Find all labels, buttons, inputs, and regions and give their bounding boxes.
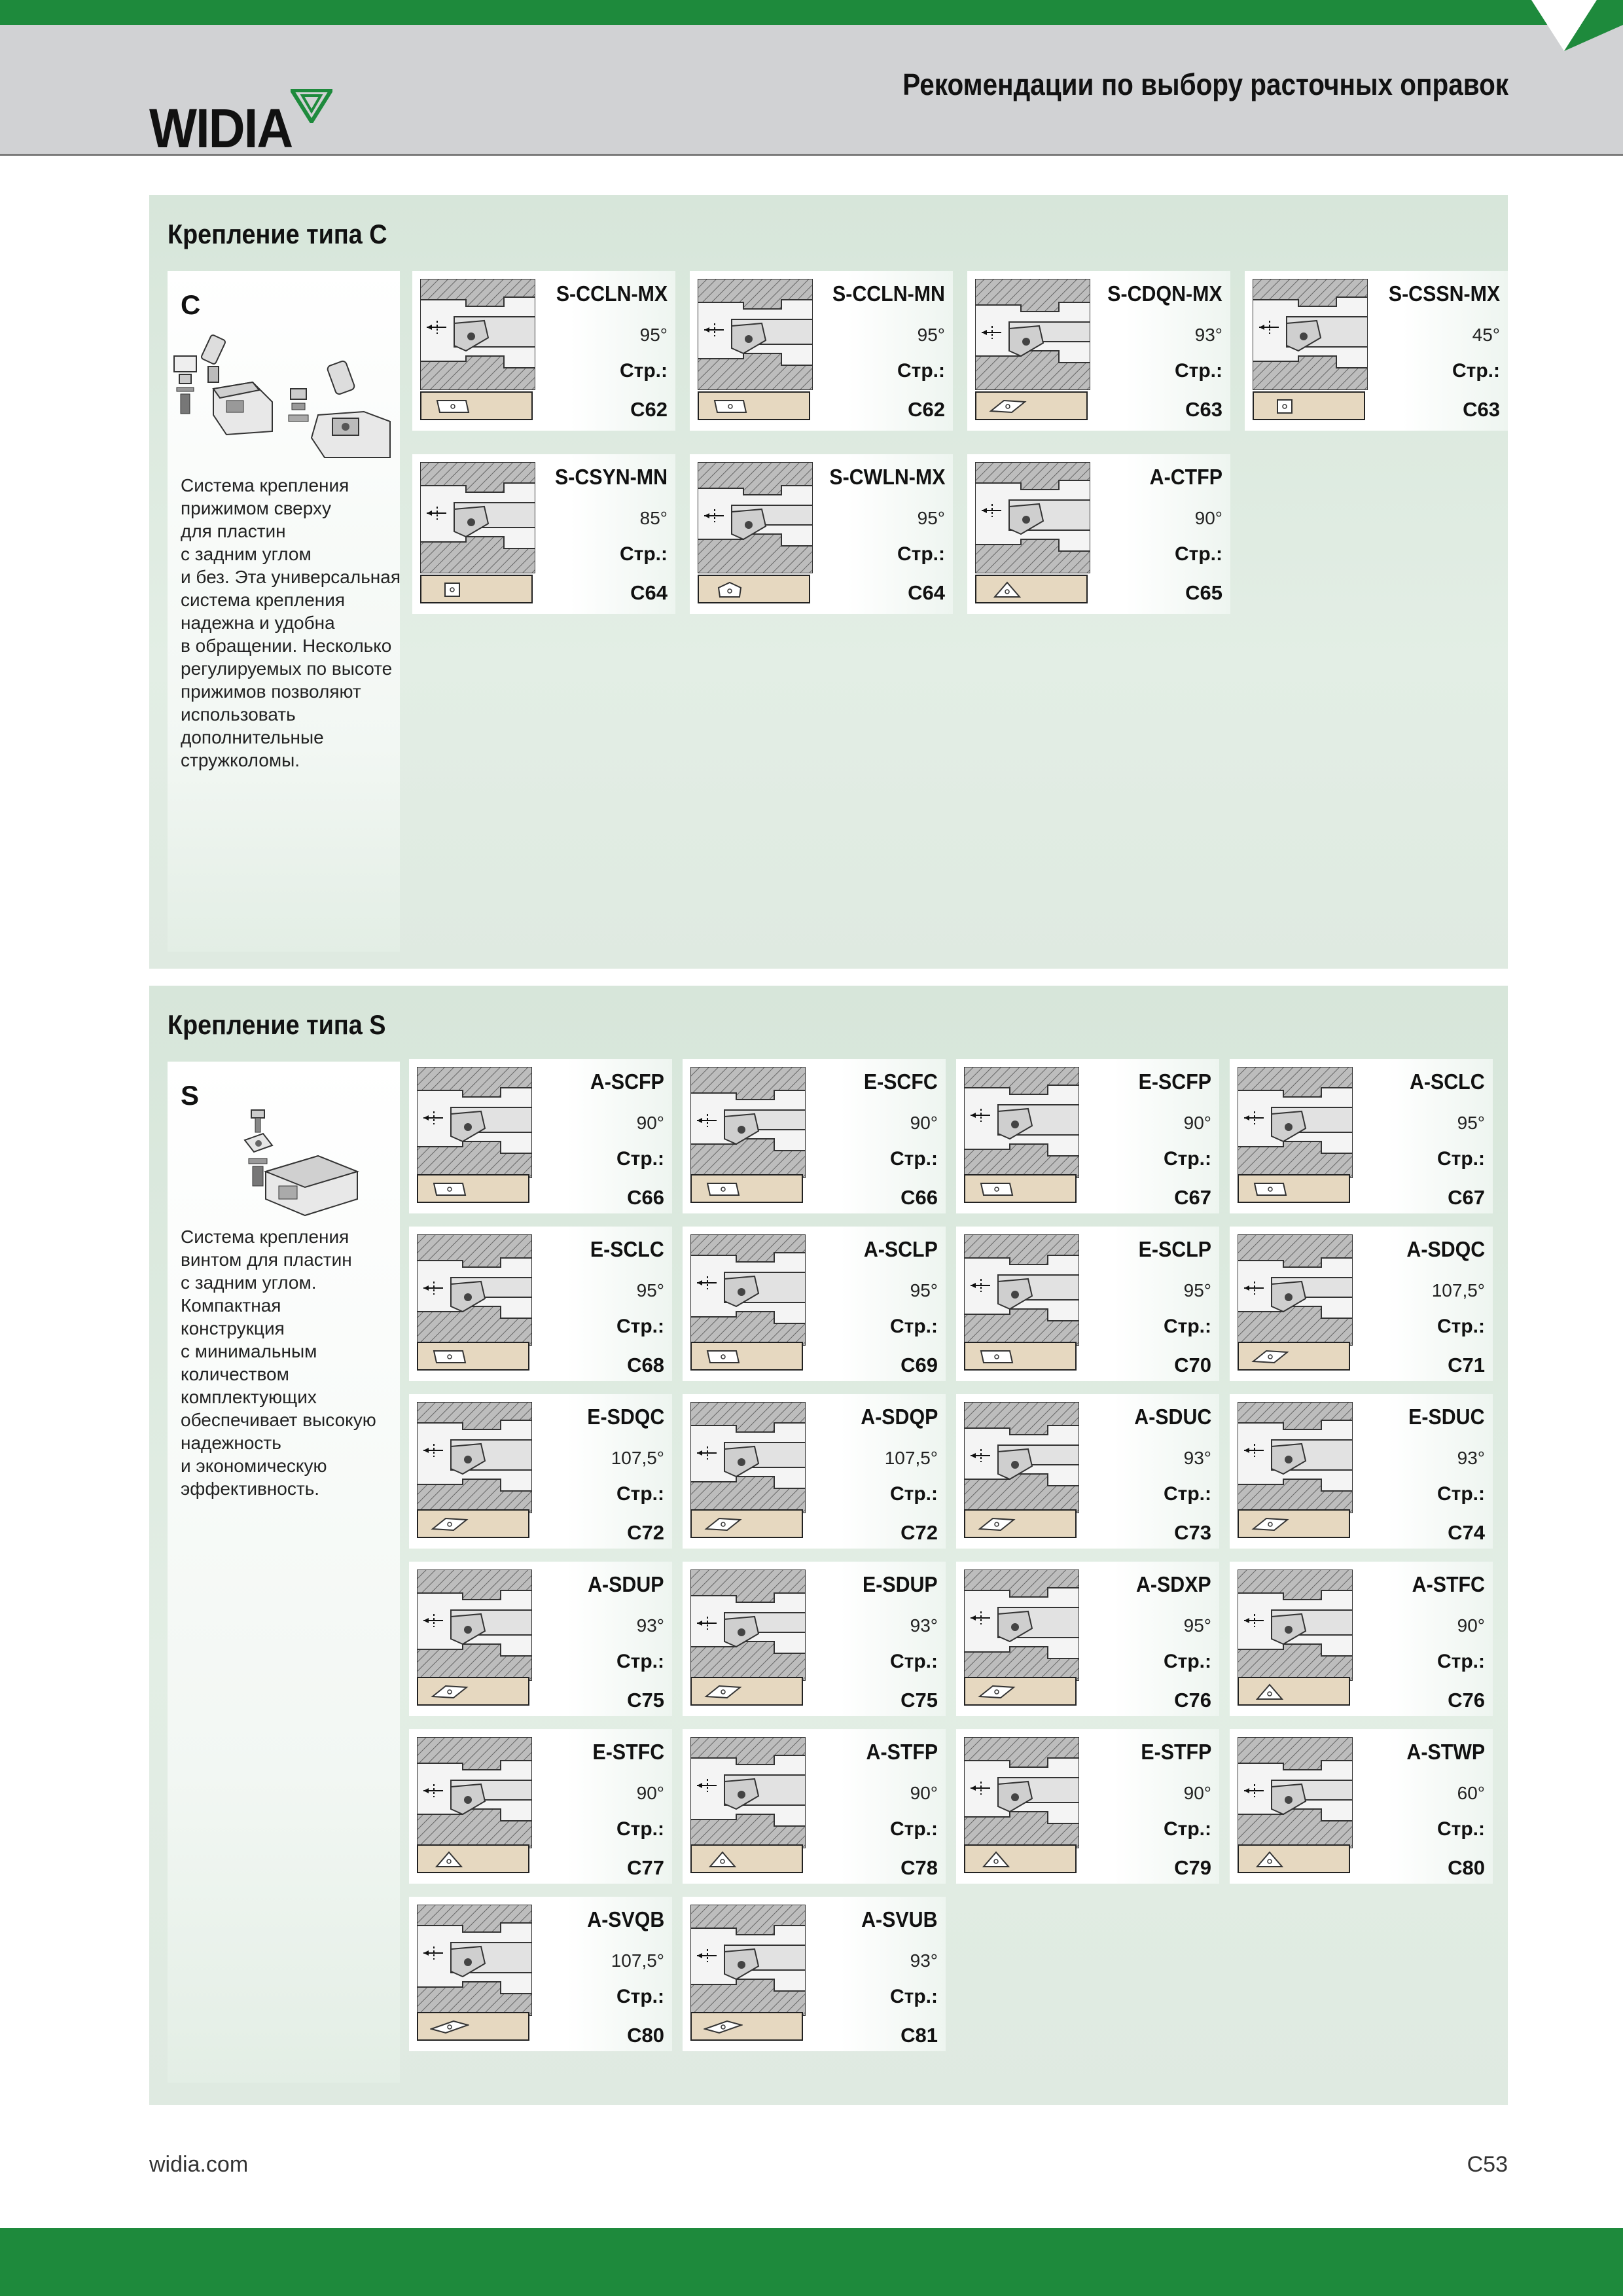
tool-card-a-sdup[interactable] [409, 1562, 672, 1716]
insert-shape-box [1238, 1509, 1350, 1538]
widia-logo-icon [291, 89, 332, 123]
tool-card-e-sclp[interactable] [956, 1227, 1219, 1381]
boring-bar-drawing [964, 1067, 1079, 1181]
tool-card-a-stfc[interactable] [1230, 1562, 1493, 1716]
page-reference-link[interactable]: C67 [1174, 1186, 1211, 1209]
page-label: Стр.: [1163, 1651, 1211, 1672]
description-panel [168, 271, 400, 952]
approach-angle: 90° [1194, 508, 1222, 528]
insert-shape-box [690, 1342, 803, 1371]
insert-rhombus-55-icon [1251, 1516, 1290, 1533]
tool-code: A-SCFP [590, 1069, 664, 1094]
insert-shape-box [698, 575, 810, 603]
tool-code: A-SCLC [1410, 1069, 1485, 1094]
page-label: Стр.: [1163, 1148, 1211, 1170]
page-label: Стр.: [1174, 543, 1222, 565]
insert-shape-box [417, 1509, 529, 1538]
approach-angle: 95° [1183, 1615, 1211, 1636]
boring-bar-drawing [975, 462, 1090, 577]
page-label: Стр.: [1163, 1818, 1211, 1840]
page-label: Стр.: [889, 1148, 938, 1170]
tool-card-a-sduc[interactable] [956, 1394, 1219, 1549]
insert-shape-box [1238, 1677, 1350, 1706]
tool-card-a-sclp[interactable] [683, 1227, 946, 1381]
boring-bar-drawing [1238, 1402, 1353, 1516]
tool-card-a-sdxp[interactable] [956, 1562, 1219, 1716]
approach-angle: 93° [636, 1615, 664, 1636]
page-number: C53 [1467, 2152, 1508, 2177]
page-reference-link[interactable]: C74 [1448, 1521, 1485, 1544]
tool-code: S-CSYN-MN [554, 465, 668, 489]
tool-card-s-ccln-mn[interactable] [690, 271, 953, 431]
boring-bar-drawing [1253, 279, 1368, 393]
page-label: Стр.: [897, 360, 945, 382]
page-label: Стр.: [616, 1483, 664, 1505]
insert-rhombus-80-icon [433, 398, 473, 415]
insert-rhombus-80-icon [977, 1348, 1016, 1365]
insert-shape-box [1238, 1844, 1350, 1873]
insert-shape-box [690, 1174, 803, 1203]
boring-bar-drawing [690, 1737, 806, 1852]
tool-code: A-SDUP [588, 1572, 664, 1596]
page-reference-link[interactable]: C69 [901, 1354, 938, 1376]
insert-rhombus-55-icon [430, 1683, 469, 1700]
insert-shape-box [1253, 391, 1365, 420]
page-header [0, 25, 1623, 159]
page-label: Стр.: [619, 360, 668, 382]
page-reference-link[interactable]: C66 [627, 1186, 664, 1209]
widia-logo [149, 89, 346, 161]
tool-code: A-SDQP [860, 1405, 938, 1429]
top-green-bar [0, 0, 1623, 25]
approach-angle: 90° [1183, 1783, 1211, 1803]
tool-code: A-SVQB [586, 1907, 664, 1931]
page-reference-link[interactable]: C79 [1174, 1856, 1211, 1879]
boring-bar-drawing [417, 1067, 532, 1181]
insert-shape-box [964, 1174, 1077, 1203]
page-reference-link[interactable]: C68 [627, 1354, 664, 1376]
page-label: Стр.: [616, 1148, 664, 1170]
tool-code: E-STFP [1141, 1740, 1211, 1764]
insert-triangle-icon [977, 1851, 1016, 1868]
clamp-letter: S [181, 1080, 200, 1111]
brand-name: WIDIA [149, 98, 293, 159]
tool-code: E-SCFC [863, 1069, 938, 1094]
approach-angle: 60° [1457, 1783, 1485, 1803]
insert-rhombus-80-icon [430, 1348, 469, 1365]
approach-angle: 95° [639, 325, 668, 345]
tool-card-e-sdup[interactable] [683, 1562, 946, 1716]
page-reference-link[interactable]: C73 [1174, 1521, 1211, 1544]
insert-rhombus-35-icon [430, 2018, 469, 2036]
boring-bar-drawing [420, 279, 535, 393]
approach-angle: 90° [910, 1113, 938, 1133]
page-reference-link[interactable]: C81 [901, 2024, 938, 2047]
section-title: Крепление типа C [168, 219, 387, 249]
approach-angle: 95° [917, 508, 945, 528]
tool-card-a-sclc[interactable] [1230, 1059, 1493, 1213]
tool-code: E-SCLC [590, 1237, 664, 1261]
insert-shape-box [698, 391, 810, 420]
tool-code: A-SDQC [1406, 1237, 1485, 1261]
corner-triangle-icon [1512, 0, 1623, 59]
page-title: Рекомендации по выбору расточных оправок [902, 67, 1508, 101]
insert-triangle-icon [704, 1851, 743, 1868]
insert-shape-box [1238, 1342, 1350, 1371]
boring-bar-drawing [690, 1905, 806, 2019]
approach-angle: 90° [636, 1113, 664, 1133]
insert-shape-box [420, 575, 533, 603]
tool-card-a-sdqc[interactable] [1230, 1227, 1493, 1381]
page-reference-link[interactable]: C76 [1174, 1689, 1211, 1712]
tool-code: A-CTFP [1149, 465, 1222, 489]
page-reference-link[interactable]: C62 [630, 398, 668, 421]
approach-angle: 93° [910, 1950, 938, 1971]
insert-square-icon [433, 581, 473, 598]
tool-code: A-SVUB [861, 1907, 938, 1931]
tool-code: S-CWLN-MX [829, 465, 945, 489]
tool-code: A-STFP [866, 1740, 938, 1764]
insert-trigon-icon [711, 581, 750, 598]
boring-bar-drawing [1238, 1234, 1353, 1349]
boring-bar-drawing [690, 1067, 806, 1181]
approach-angle: 90° [1457, 1615, 1485, 1636]
approach-angle: 93° [1457, 1448, 1485, 1468]
approach-angle: 95° [910, 1280, 938, 1300]
boring-bar-drawing [964, 1402, 1079, 1516]
insert-rhombus-80-icon [430, 1181, 469, 1198]
tool-code: A-STWP [1406, 1740, 1485, 1764]
tool-code: S-CCLN-MN [832, 281, 945, 306]
description-text: Система крепления прижимом сверху для пластин с задним углом и без. Эта универсальная система крепления надежна и удобна в обращении. Несколько регулируемых по высоте прижимов позволяют использовать дополнительные стружколомы. [181, 475, 401, 770]
tool-card-a-svub[interactable] [683, 1897, 946, 2051]
insert-shape-box [975, 391, 1088, 420]
tool-card-a-ctfp[interactable] [967, 454, 1230, 614]
tool-code: S-CSSN-MX [1388, 281, 1500, 306]
page-reference-link[interactable]: C78 [901, 1856, 938, 1879]
insert-rhombus-80-icon [704, 1348, 743, 1365]
approach-angle: 107,5° [611, 1448, 664, 1468]
tool-code: E-SDUP [863, 1572, 938, 1596]
insert-triangle-icon [1251, 1851, 1290, 1868]
clamp-s-illustration [168, 1107, 400, 1219]
tool-code: E-SDQC [586, 1405, 664, 1429]
tool-card-e-sdqc[interactable] [409, 1394, 672, 1549]
insert-rhombus-55-icon [1251, 1348, 1290, 1365]
page-label: Стр.: [1163, 1316, 1211, 1337]
boring-bar-drawing [698, 462, 813, 577]
tool-card-s-cdqn-mx[interactable] [967, 271, 1230, 431]
tool-card-s-cssn-mx[interactable] [1245, 271, 1508, 431]
section-title: Крепление типа S [168, 1009, 386, 1040]
insert-shape-box [690, 1509, 803, 1538]
page-label: Стр.: [1436, 1483, 1485, 1505]
boring-bar-drawing [417, 1234, 532, 1349]
insert-rhombus-80-icon [711, 398, 750, 415]
page-reference-link[interactable]: C64 [630, 581, 668, 604]
page-label: Стр.: [889, 1316, 938, 1337]
page-label: Стр.: [889, 1818, 938, 1840]
insert-shape-box [964, 1509, 1077, 1538]
tool-code: A-SDXP [1136, 1572, 1211, 1596]
insert-rhombus-55-icon [704, 1683, 743, 1700]
tool-card-s-csyn-mn[interactable] [412, 454, 675, 614]
boring-bar-drawing [420, 462, 535, 577]
page-reference-link[interactable]: C67 [1448, 1186, 1485, 1209]
approach-angle: 45° [1472, 325, 1500, 345]
page-reference-link[interactable]: C63 [1463, 398, 1500, 421]
boring-bar-drawing [975, 279, 1090, 393]
insert-rhombus-55-icon [704, 1516, 743, 1533]
website-link[interactable]: widia.com [149, 2152, 249, 2177]
approach-angle: 95° [1457, 1113, 1485, 1133]
boring-bar-drawing [1238, 1570, 1353, 1684]
tool-card-e-sclc[interactable] [409, 1227, 672, 1381]
approach-angle: 93° [1194, 325, 1222, 345]
approach-angle: 95° [636, 1280, 664, 1300]
tool-card-a-sdqp[interactable] [683, 1394, 946, 1549]
insert-shape-box [964, 1677, 1077, 1706]
section-clamp-type-s [149, 986, 1508, 2105]
clamp-letter: C [181, 289, 201, 320]
bottom-green-bar [0, 2228, 1623, 2296]
page-label: Стр.: [1174, 360, 1222, 382]
page-label: Стр.: [897, 543, 945, 565]
insert-shape-box [690, 1677, 803, 1706]
insert-rhombus-80-icon [1251, 1181, 1290, 1198]
page-label: Стр.: [1436, 1316, 1485, 1337]
tool-card-e-stfp[interactable] [956, 1729, 1219, 1884]
page-reference-link[interactable]: C75 [627, 1689, 664, 1712]
insert-shape-box [417, 1677, 529, 1706]
insert-shape-box [975, 575, 1088, 603]
boring-bar-drawing [690, 1234, 806, 1349]
description-text: Система крепления винтом для пластин с задним углом. Компактная конструкция с минимальным количеством комплектующих обеспечивает высокую надежность и экономическую эффективность. [181, 1227, 376, 1499]
insert-rhombus-35-icon [704, 2018, 743, 2036]
tool-code: A-STFC [1412, 1572, 1485, 1596]
page-reference-link[interactable]: C77 [627, 1856, 664, 1879]
tool-card-e-scfp[interactable] [956, 1059, 1219, 1213]
description-panel [168, 1062, 400, 2083]
tool-code: E-SCFP [1138, 1069, 1211, 1094]
page-reference-link[interactable]: C80 [1448, 1856, 1485, 1879]
insert-rhombus-80-icon [977, 1181, 1016, 1198]
insert-shape-box [417, 2012, 529, 2041]
tool-code: S-CCLN-MX [556, 281, 668, 306]
page-reference-link[interactable]: C65 [1185, 581, 1222, 604]
tool-card-e-sduc[interactable] [1230, 1394, 1493, 1549]
boring-bar-drawing [690, 1402, 806, 1516]
boring-bar-drawing [698, 279, 813, 393]
approach-angle: 107,5° [1431, 1280, 1485, 1300]
page-label: Стр.: [1163, 1483, 1211, 1505]
insert-rhombus-55-icon [977, 1683, 1016, 1700]
tool-card-e-stfc[interactable] [409, 1729, 672, 1884]
insert-triangle-icon [1251, 1683, 1290, 1700]
page-label: Стр.: [616, 1316, 664, 1337]
page-label: Стр.: [1436, 1651, 1485, 1672]
page-reference-link[interactable]: C75 [901, 1689, 938, 1712]
insert-shape-box [417, 1342, 529, 1371]
boring-bar-drawing [417, 1570, 532, 1684]
tool-card-s-cwln-mx[interactable] [690, 454, 953, 614]
page-reference-link[interactable]: C76 [1448, 1689, 1485, 1712]
tool-card-s-ccln-mx[interactable] [412, 271, 675, 431]
insert-triangle-icon [430, 1851, 469, 1868]
page-reference-link[interactable]: C62 [908, 398, 945, 421]
insert-shape-box [417, 1174, 529, 1203]
tool-card-a-stwp[interactable] [1230, 1729, 1493, 1884]
boring-bar-drawing [690, 1570, 806, 1684]
tool-card-a-stfp[interactable] [683, 1729, 946, 1884]
page-label: Стр.: [1436, 1148, 1485, 1170]
approach-angle: 93° [1183, 1448, 1211, 1468]
insert-shape-box [964, 1844, 1077, 1873]
tool-code: E-STFC [592, 1740, 664, 1764]
insert-shape-box [964, 1342, 1077, 1371]
approach-angle: 90° [636, 1783, 664, 1803]
page-label: Стр.: [889, 1651, 938, 1672]
approach-angle: 93° [910, 1615, 938, 1636]
page-label: Стр.: [619, 543, 668, 565]
page-reference-link[interactable]: C63 [1185, 398, 1222, 421]
page-reference-link[interactable]: C71 [1448, 1354, 1485, 1376]
approach-angle: 90° [910, 1783, 938, 1803]
tool-code: E-SCLP [1138, 1237, 1211, 1261]
page-label: Стр.: [889, 1483, 938, 1505]
page-reference-link[interactable]: C72 [901, 1521, 938, 1544]
insert-shape-box [420, 391, 533, 420]
tool-code: E-SDUC [1408, 1405, 1485, 1429]
page-reference-link[interactable]: C66 [901, 1186, 938, 1209]
page-label: Стр.: [889, 1986, 938, 2007]
approach-angle: 95° [917, 325, 945, 345]
boring-bar-drawing [964, 1570, 1079, 1684]
approach-angle: 95° [1183, 1280, 1211, 1300]
insert-square-icon [1266, 398, 1305, 415]
tool-card-a-svqb[interactable] [409, 1897, 672, 2051]
page-label: Стр.: [1452, 360, 1500, 382]
boring-bar-drawing [1238, 1067, 1353, 1181]
insert-rhombus-55-icon [977, 1516, 1016, 1533]
page-reference-link[interactable]: C72 [627, 1521, 664, 1544]
boring-bar-drawing [417, 1905, 532, 2019]
page-label: Стр.: [1436, 1818, 1485, 1840]
insert-shape-box [1238, 1174, 1350, 1203]
tool-code: S-CDQN-MX [1107, 281, 1222, 306]
page-label: Стр.: [616, 1986, 664, 2007]
insert-rhombus-80-icon [704, 1181, 743, 1198]
clamp-c-illustration [168, 317, 400, 461]
insert-triangle-icon [988, 581, 1027, 598]
tool-code: A-SDUC [1133, 1405, 1211, 1429]
insert-rhombus-55-icon [988, 398, 1027, 415]
insert-shape-box [690, 1844, 803, 1873]
page-reference-link[interactable]: C70 [1174, 1354, 1211, 1376]
boring-bar-drawing [1238, 1737, 1353, 1852]
insert-shape-box [417, 1844, 529, 1873]
boring-bar-drawing [417, 1402, 532, 1516]
section-clamp-type-c [149, 195, 1508, 969]
tool-card-e-scfc[interactable] [683, 1059, 946, 1213]
boring-bar-drawing [964, 1234, 1079, 1349]
page-reference-link[interactable]: C64 [908, 581, 945, 604]
page-reference-link[interactable]: C80 [627, 2024, 664, 2047]
tool-card-a-scfp[interactable] [409, 1059, 672, 1213]
page-label: Стр.: [616, 1651, 664, 1672]
approach-angle: 107,5° [611, 1950, 664, 1971]
boring-bar-drawing [964, 1737, 1079, 1852]
page-label: Стр.: [616, 1818, 664, 1840]
tool-code: A-SCLP [863, 1237, 938, 1261]
approach-angle: 107,5° [884, 1448, 938, 1468]
insert-shape-box [690, 2012, 803, 2041]
approach-angle: 85° [639, 508, 668, 528]
insert-rhombus-55-icon [430, 1516, 469, 1533]
approach-angle: 90° [1183, 1113, 1211, 1133]
boring-bar-drawing [417, 1737, 532, 1852]
